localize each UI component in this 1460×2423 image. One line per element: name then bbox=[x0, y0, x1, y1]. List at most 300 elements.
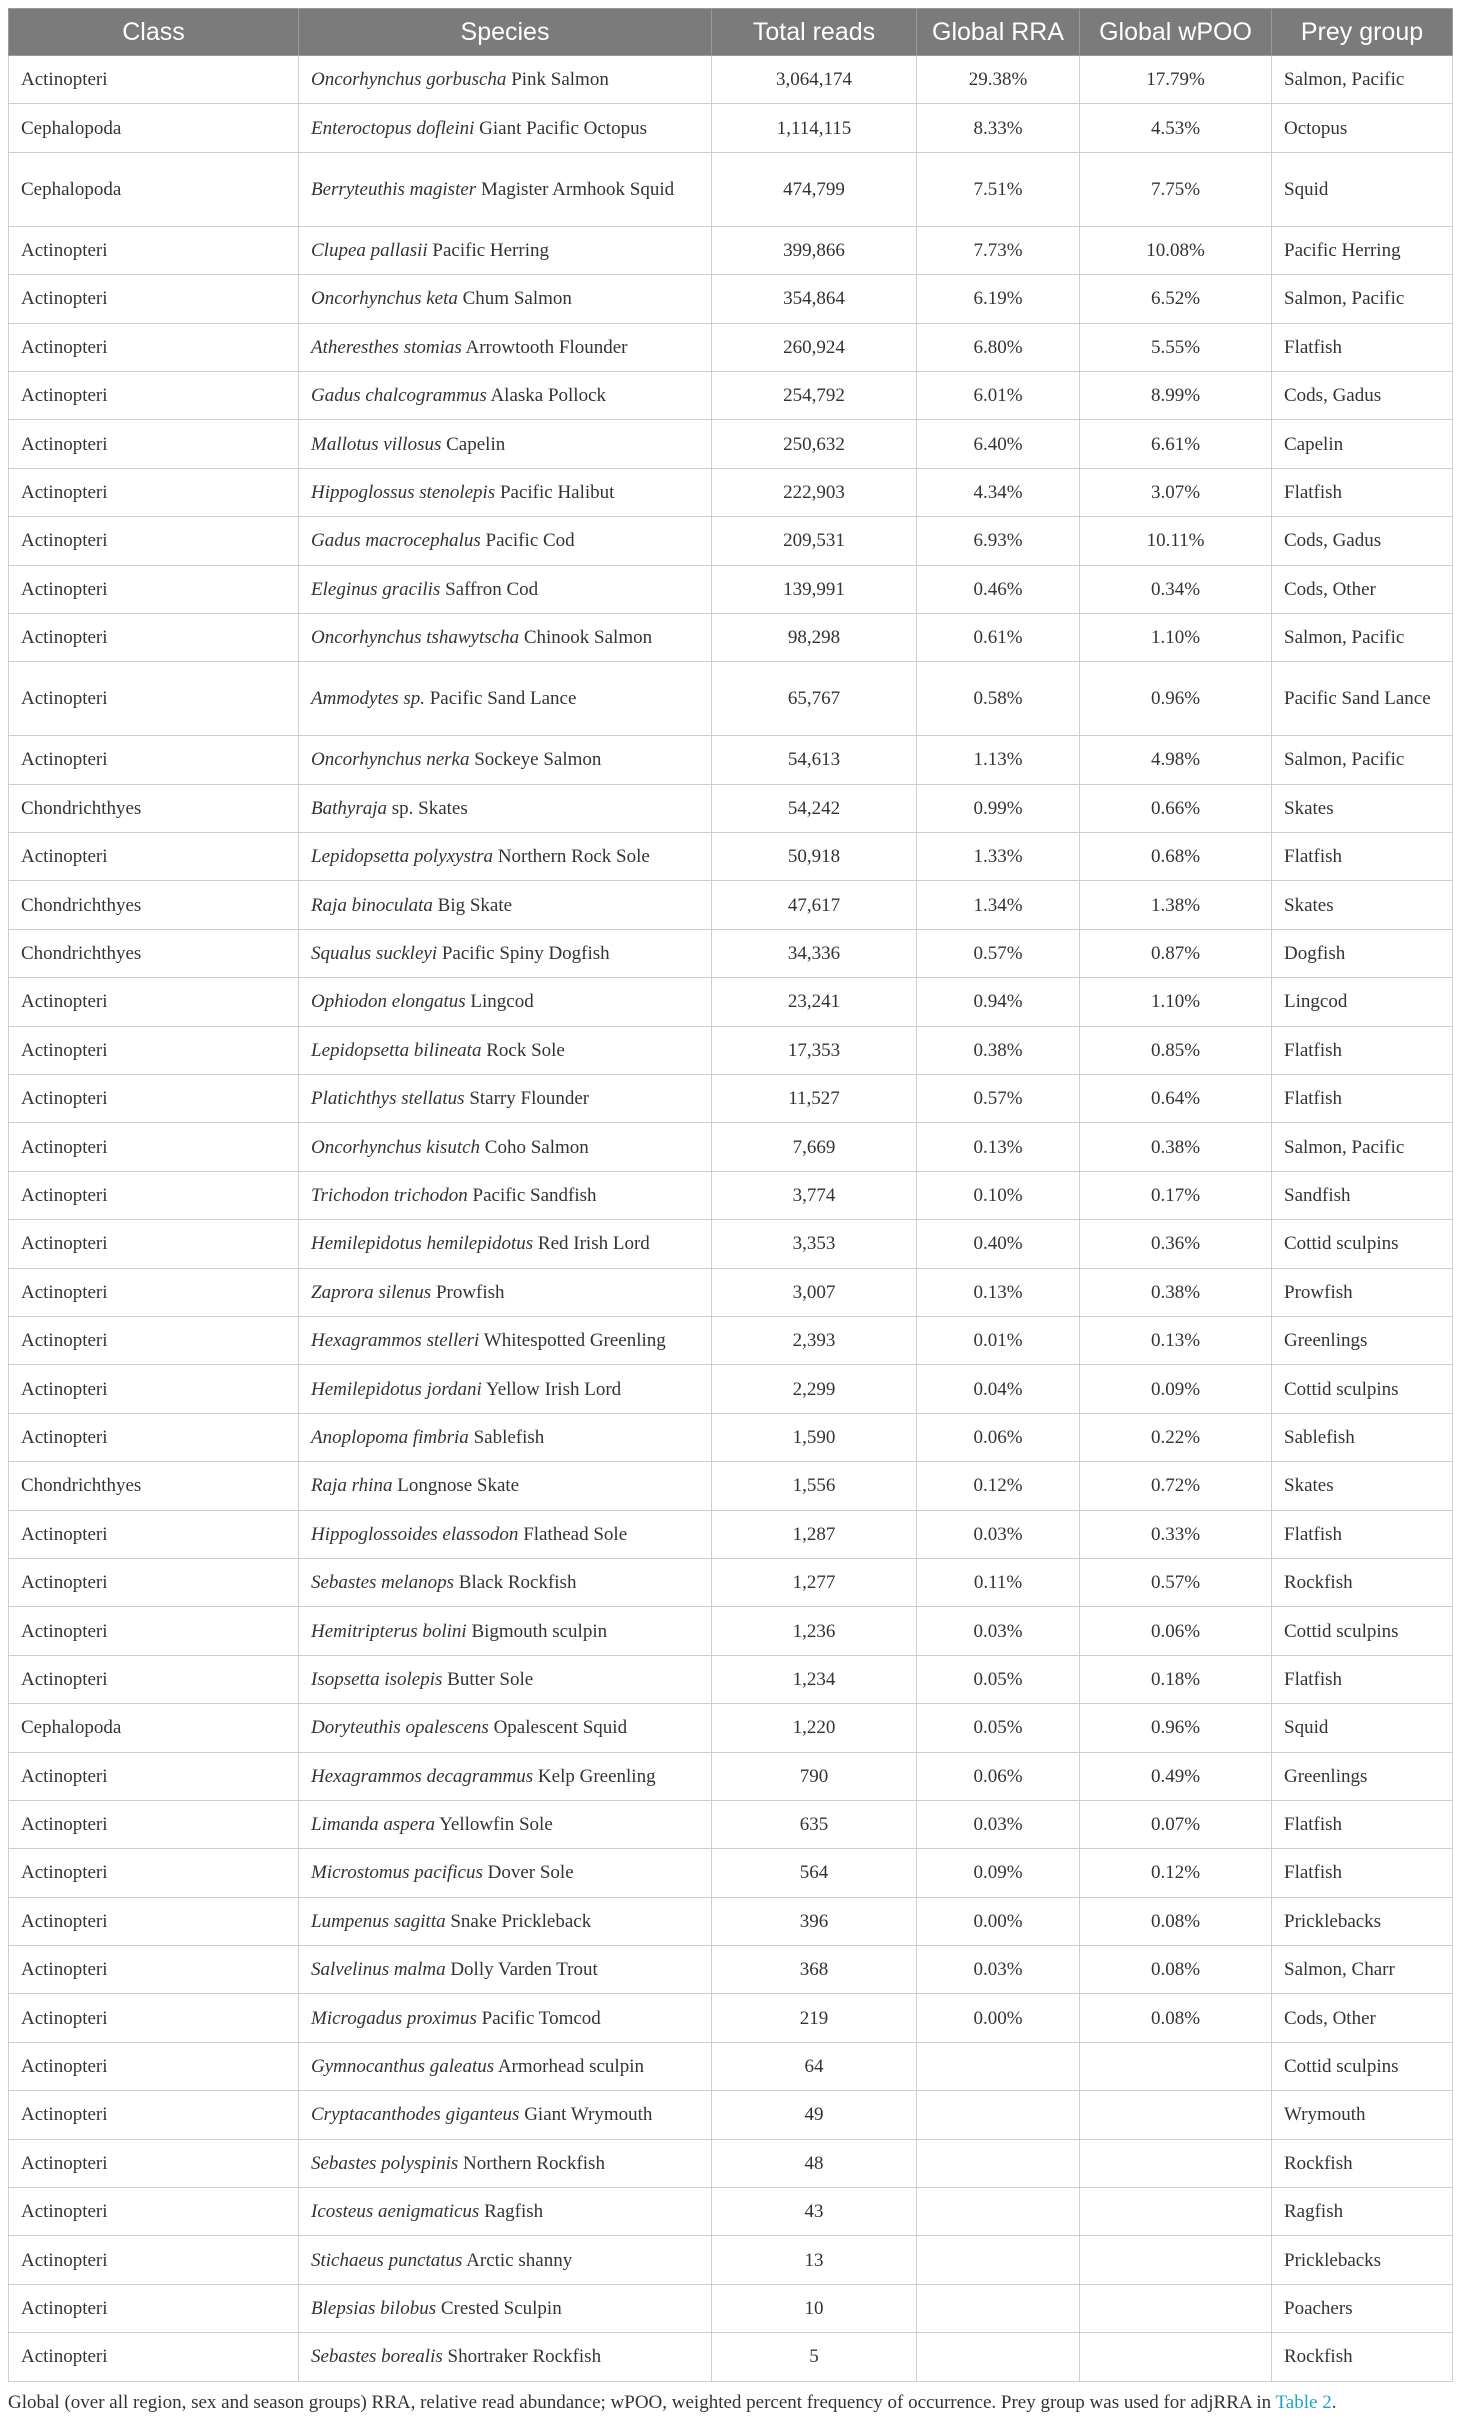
common-name: Snake Prickleback bbox=[450, 1910, 592, 1932]
cell-total-reads: 54,242 bbox=[712, 784, 917, 832]
cell-species bbox=[299, 56, 712, 104]
cell-species bbox=[299, 104, 712, 152]
scientific-name: Berryteuthis magister bbox=[311, 178, 477, 200]
cell-prey-group: Prowfish bbox=[1272, 1268, 1453, 1316]
cell-class: Actinopteri bbox=[9, 1897, 299, 1945]
cell-prey-group: Squid bbox=[1272, 1704, 1453, 1752]
common-name: Coho Salmon bbox=[484, 1136, 589, 1158]
cell-class: Actinopteri bbox=[9, 662, 299, 736]
cell-global-wpoo: 5.55% bbox=[1080, 323, 1272, 371]
header-global-rra: Global RRA bbox=[917, 9, 1080, 56]
table-row bbox=[9, 1558, 1453, 1606]
cell-species bbox=[299, 1849, 712, 1897]
cell-prey-group: Rockfish bbox=[1272, 2139, 1453, 2187]
cell-total-reads: 209,531 bbox=[712, 517, 917, 565]
cell-global-wpoo: 0.85% bbox=[1080, 1026, 1272, 1074]
cell-class: Actinopteri bbox=[9, 1171, 299, 1219]
scientific-name: Blepsias bilobus bbox=[311, 2297, 437, 2319]
cell-total-reads: 354,864 bbox=[712, 275, 917, 323]
cell-class: Actinopteri bbox=[9, 736, 299, 784]
cell-class: Actinopteri bbox=[9, 1123, 299, 1171]
cell-species bbox=[299, 929, 712, 977]
table-row bbox=[9, 1607, 1453, 1655]
cell-total-reads: 48 bbox=[712, 2139, 917, 2187]
table-row bbox=[9, 1268, 1453, 1316]
cell-class: Chondrichthyes bbox=[9, 784, 299, 832]
common-name: Butter Sole bbox=[447, 1668, 534, 1690]
cell-total-reads: 1,590 bbox=[712, 1413, 917, 1461]
scientific-name: Stichaeus punctatus bbox=[311, 2249, 463, 2271]
cell-global-wpoo: 0.96% bbox=[1080, 1704, 1272, 1752]
header-row bbox=[9, 9, 1453, 56]
cell-global-wpoo: 0.34% bbox=[1080, 565, 1272, 613]
cell-prey-group: Octopus bbox=[1272, 104, 1453, 152]
cell-class: Actinopteri bbox=[9, 1558, 299, 1606]
cell-prey-group: Pricklebacks bbox=[1272, 2236, 1453, 2284]
cell-global-wpoo: 7.75% bbox=[1080, 152, 1272, 226]
cell-global-wpoo: 0.38% bbox=[1080, 1268, 1272, 1316]
cell-prey-group: Cods, Other bbox=[1272, 565, 1453, 613]
cell-species bbox=[299, 1462, 712, 1510]
cell-prey-group: Cods, Gadus bbox=[1272, 517, 1453, 565]
cell-prey-group: Rockfish bbox=[1272, 2333, 1453, 2381]
cell-global-wpoo: 0.68% bbox=[1080, 833, 1272, 881]
cell-prey-group: Rockfish bbox=[1272, 1558, 1453, 1606]
scientific-name: Hexagrammos decagrammus bbox=[311, 1765, 534, 1787]
table-row bbox=[9, 784, 1453, 832]
scientific-name: Gadus macrocephalus bbox=[311, 530, 481, 552]
header-species: Species bbox=[299, 9, 712, 56]
cell-class: Actinopteri bbox=[9, 978, 299, 1026]
cell-total-reads: 396 bbox=[712, 1897, 917, 1945]
cell-prey-group: Cods, Gadus bbox=[1272, 371, 1453, 419]
cell-class: Actinopteri bbox=[9, 1026, 299, 1074]
cell-global-rra: 6.19% bbox=[917, 275, 1080, 323]
cell-global-rra: 0.05% bbox=[917, 1655, 1080, 1703]
cell-total-reads: 65,767 bbox=[712, 662, 917, 736]
common-name: Pink Salmon bbox=[511, 69, 609, 91]
cell-global-wpoo: 0.08% bbox=[1080, 1897, 1272, 1945]
cell-class: Cephalopoda bbox=[9, 104, 299, 152]
cell-class: Actinopteri bbox=[9, 2236, 299, 2284]
cell-global-wpoo: 10.08% bbox=[1080, 226, 1272, 274]
cell-prey-group: Salmon, Pacific bbox=[1272, 736, 1453, 784]
cell-global-rra: 0.11% bbox=[917, 1558, 1080, 1606]
common-name: Sockeye Salmon bbox=[474, 749, 602, 771]
cell-prey-group: Pacific Herring bbox=[1272, 226, 1453, 274]
cell-species bbox=[299, 2139, 712, 2187]
cell-class: Actinopteri bbox=[9, 323, 299, 371]
cell-prey-group: Flatfish bbox=[1272, 468, 1453, 516]
cell-global-rra: 1.34% bbox=[917, 881, 1080, 929]
cell-class: Cephalopoda bbox=[9, 152, 299, 226]
scientific-name: Hexagrammos stelleri bbox=[311, 1330, 480, 1352]
table-row bbox=[9, 881, 1453, 929]
cell-prey-group: Skates bbox=[1272, 784, 1453, 832]
cell-global-rra: 0.10% bbox=[917, 1171, 1080, 1219]
cell-species bbox=[299, 833, 712, 881]
cell-global-wpoo: 1.10% bbox=[1080, 613, 1272, 661]
cell-global-rra: 0.58% bbox=[917, 662, 1080, 736]
common-name: Opalescent Squid bbox=[493, 1717, 628, 1739]
table-row bbox=[9, 56, 1453, 104]
cell-species bbox=[299, 275, 712, 323]
cell-species bbox=[299, 2333, 712, 2381]
table-row bbox=[9, 1413, 1453, 1461]
cell-species bbox=[299, 613, 712, 661]
cell-global-rra: 0.13% bbox=[917, 1268, 1080, 1316]
scientific-name: Hemilepidotus hemilepidotus bbox=[311, 1233, 534, 1255]
common-name: Pacific Tomcod bbox=[481, 2007, 601, 2029]
scientific-name: Icosteus aenigmaticus bbox=[311, 2201, 480, 2223]
cell-total-reads: 3,774 bbox=[712, 1171, 917, 1219]
cell-global-rra: 0.61% bbox=[917, 613, 1080, 661]
common-name: sp. Skates bbox=[391, 797, 468, 819]
cell-class: Actinopteri bbox=[9, 565, 299, 613]
common-name: Yellowfin Sole bbox=[439, 1814, 553, 1836]
cell-species bbox=[299, 565, 712, 613]
cell-species bbox=[299, 2284, 712, 2332]
scientific-name: Lumpenus sagitta bbox=[311, 1910, 446, 1932]
cell-global-wpoo: 0.64% bbox=[1080, 1075, 1272, 1123]
cell-global-wpoo: 0.49% bbox=[1080, 1752, 1272, 1800]
table-2-link[interactable]: Table 2 bbox=[1275, 2392, 1332, 2413]
cell-prey-group: Flatfish bbox=[1272, 1510, 1453, 1558]
cell-prey-group: Poachers bbox=[1272, 2284, 1453, 2332]
cell-species bbox=[299, 1946, 712, 1994]
cell-global-rra: 0.05% bbox=[917, 1704, 1080, 1752]
cell-species bbox=[299, 1026, 712, 1074]
table-row bbox=[9, 2284, 1453, 2332]
table-row bbox=[9, 1220, 1453, 1268]
cell-prey-group: Dogfish bbox=[1272, 929, 1453, 977]
cell-global-wpoo: 0.57% bbox=[1080, 1558, 1272, 1606]
cell-prey-group: Greenlings bbox=[1272, 1316, 1453, 1364]
table-row bbox=[9, 613, 1453, 661]
cell-species bbox=[299, 2042, 712, 2090]
cell-global-wpoo bbox=[1080, 2042, 1272, 2090]
table-row bbox=[9, 2236, 1453, 2284]
common-name: Northern Rockfish bbox=[463, 2152, 605, 2174]
table-row bbox=[9, 1123, 1453, 1171]
cell-global-rra bbox=[917, 2139, 1080, 2187]
cell-species bbox=[299, 2236, 712, 2284]
table-row bbox=[9, 226, 1453, 274]
scientific-name: Sebastes polyspinis bbox=[311, 2152, 459, 2174]
table-row bbox=[9, 1800, 1453, 1848]
cell-total-reads: 1,277 bbox=[712, 1558, 917, 1606]
cell-global-wpoo: 0.87% bbox=[1080, 929, 1272, 977]
common-name: Bigmouth sculpin bbox=[471, 1620, 608, 1642]
cell-global-wpoo: 0.96% bbox=[1080, 662, 1272, 736]
cell-global-wpoo: 3.07% bbox=[1080, 468, 1272, 516]
header-total-reads: Total reads bbox=[712, 9, 917, 56]
cell-species bbox=[299, 517, 712, 565]
cell-total-reads: 250,632 bbox=[712, 420, 917, 468]
cell-class: Actinopteri bbox=[9, 833, 299, 881]
cell-species bbox=[299, 468, 712, 516]
cell-total-reads: 139,991 bbox=[712, 565, 917, 613]
cell-global-rra bbox=[917, 2284, 1080, 2332]
cell-class: Chondrichthyes bbox=[9, 1462, 299, 1510]
cell-prey-group: Flatfish bbox=[1272, 1026, 1453, 1074]
cell-global-wpoo: 0.72% bbox=[1080, 1462, 1272, 1510]
table-row bbox=[9, 468, 1453, 516]
cell-global-wpoo: 0.17% bbox=[1080, 1171, 1272, 1219]
cell-prey-group: Cottid sculpins bbox=[1272, 1220, 1453, 1268]
cell-class: Actinopteri bbox=[9, 1655, 299, 1703]
cell-total-reads: 1,234 bbox=[712, 1655, 917, 1703]
cell-total-reads: 1,287 bbox=[712, 1510, 917, 1558]
cell-total-reads: 2,393 bbox=[712, 1316, 917, 1364]
cell-total-reads: 64 bbox=[712, 2042, 917, 2090]
cell-prey-group: Capelin bbox=[1272, 420, 1453, 468]
cell-total-reads: 3,007 bbox=[712, 1268, 917, 1316]
cell-global-wpoo bbox=[1080, 2333, 1272, 2381]
cell-prey-group: Sablefish bbox=[1272, 1413, 1453, 1461]
table-row bbox=[9, 275, 1453, 323]
scientific-name: Anoplopoma fimbria bbox=[311, 1426, 469, 1448]
cell-class: Actinopteri bbox=[9, 2333, 299, 2381]
cell-global-rra: 6.01% bbox=[917, 371, 1080, 419]
cell-class: Actinopteri bbox=[9, 1316, 299, 1364]
cell-class: Actinopteri bbox=[9, 1849, 299, 1897]
cell-class: Actinopteri bbox=[9, 420, 299, 468]
common-name: Flathead Sole bbox=[523, 1523, 628, 1545]
cell-total-reads: 1,236 bbox=[712, 1607, 917, 1655]
table-row bbox=[9, 1171, 1453, 1219]
common-name: Arrowtooth Flounder bbox=[465, 336, 628, 358]
cell-species bbox=[299, 1510, 712, 1558]
scientific-name: Gymnocanthus galeatus bbox=[311, 2056, 495, 2078]
common-name: Kelp Greenling bbox=[537, 1765, 656, 1787]
cell-species bbox=[299, 1752, 712, 1800]
common-name: Shortraker Rockfish bbox=[447, 2346, 602, 2368]
cell-global-wpoo: 0.38% bbox=[1080, 1123, 1272, 1171]
scientific-name: Clupea pallasii bbox=[311, 239, 428, 261]
cell-global-wpoo bbox=[1080, 2139, 1272, 2187]
cell-species bbox=[299, 662, 712, 736]
cell-prey-group: Wrymouth bbox=[1272, 2091, 1453, 2139]
table-row bbox=[9, 2333, 1453, 2381]
cell-species bbox=[299, 736, 712, 784]
scientific-name: Oncorhynchus kisutch bbox=[311, 1136, 481, 1158]
cell-class: Actinopteri bbox=[9, 1800, 299, 1848]
cell-class: Actinopteri bbox=[9, 1268, 299, 1316]
caption-end: . bbox=[1331, 2392, 1337, 2413]
scientific-name: Gadus chalcogrammus bbox=[311, 385, 487, 407]
scientific-name: Doryteuthis opalescens bbox=[311, 1717, 489, 1739]
cell-species bbox=[299, 1558, 712, 1606]
cell-prey-group: Salmon, Pacific bbox=[1272, 1123, 1453, 1171]
cell-class: Actinopteri bbox=[9, 2091, 299, 2139]
cell-class: Actinopteri bbox=[9, 1994, 299, 2042]
scientific-name: Limanda aspera bbox=[311, 1814, 436, 1836]
cell-global-wpoo bbox=[1080, 2091, 1272, 2139]
cell-species bbox=[299, 323, 712, 371]
cell-species bbox=[299, 1655, 712, 1703]
cell-prey-group: Squid bbox=[1272, 152, 1453, 226]
table-row bbox=[9, 371, 1453, 419]
table-row bbox=[9, 1655, 1453, 1703]
cell-species bbox=[299, 2091, 712, 2139]
cell-global-wpoo: 1.38% bbox=[1080, 881, 1272, 929]
cell-global-wpoo: 0.06% bbox=[1080, 1607, 1272, 1655]
cell-global-rra bbox=[917, 2091, 1080, 2139]
common-name: Northern Rock Sole bbox=[497, 846, 650, 868]
common-name: Prowfish bbox=[435, 1281, 505, 1303]
scientific-name: Trichodon trichodon bbox=[311, 1185, 468, 1206]
cell-total-reads: 11,527 bbox=[712, 1075, 917, 1123]
cell-species bbox=[299, 1800, 712, 1848]
common-name: Pacific Cod bbox=[485, 530, 575, 552]
cell-total-reads: 1,556 bbox=[712, 1462, 917, 1510]
cell-global-wpoo: 10.11% bbox=[1080, 517, 1272, 565]
cell-global-rra: 0.09% bbox=[917, 1849, 1080, 1897]
common-name: Pacific Sand Lance bbox=[429, 688, 577, 710]
cell-total-reads: 49 bbox=[712, 2091, 917, 2139]
cell-prey-group: Cods, Other bbox=[1272, 1994, 1453, 2042]
cell-global-rra: 0.06% bbox=[917, 1752, 1080, 1800]
common-name: Longnose Skate bbox=[397, 1475, 520, 1497]
table-row bbox=[9, 152, 1453, 226]
cell-species bbox=[299, 784, 712, 832]
header-class: Class bbox=[9, 9, 299, 56]
common-name: Armorhead sculpin bbox=[497, 2056, 644, 2078]
cell-species bbox=[299, 1075, 712, 1123]
cell-prey-group: Greenlings bbox=[1272, 1752, 1453, 1800]
cell-prey-group: Ragfish bbox=[1272, 2188, 1453, 2236]
cell-prey-group: Salmon, Pacific bbox=[1272, 56, 1453, 104]
table-caption bbox=[8, 2392, 1336, 2414]
header-global-wpoo: Global wPOO bbox=[1080, 9, 1272, 56]
cell-global-wpoo bbox=[1080, 2236, 1272, 2284]
cell-global-wpoo: 0.09% bbox=[1080, 1365, 1272, 1413]
cell-prey-group: Skates bbox=[1272, 1462, 1453, 1510]
table-row bbox=[9, 833, 1453, 881]
scientific-name: Eleginus gracilis bbox=[311, 578, 441, 600]
cell-global-rra bbox=[917, 2333, 1080, 2381]
scientific-name: Oncorhynchus keta bbox=[311, 288, 458, 310]
cell-global-rra: 0.99% bbox=[917, 784, 1080, 832]
cell-global-rra: 0.13% bbox=[917, 1123, 1080, 1171]
table-row bbox=[9, 929, 1453, 977]
common-name: Ragfish bbox=[484, 2201, 544, 2223]
cell-global-rra: 7.73% bbox=[917, 226, 1080, 274]
table-row bbox=[9, 662, 1453, 736]
cell-class: Actinopteri bbox=[9, 1946, 299, 1994]
common-name: Sablefish bbox=[473, 1426, 545, 1448]
cell-class: Actinopteri bbox=[9, 275, 299, 323]
cell-global-wpoo: 0.18% bbox=[1080, 1655, 1272, 1703]
cell-global-rra: 0.12% bbox=[917, 1462, 1080, 1510]
cell-global-wpoo: 0.33% bbox=[1080, 1510, 1272, 1558]
table-row bbox=[9, 2188, 1453, 2236]
cell-global-wpoo: 4.53% bbox=[1080, 104, 1272, 152]
cell-class: Actinopteri bbox=[9, 56, 299, 104]
cell-total-reads: 34,336 bbox=[712, 929, 917, 977]
cell-prey-group: Flatfish bbox=[1272, 1075, 1453, 1123]
cell-global-wpoo: 6.61% bbox=[1080, 420, 1272, 468]
cell-global-wpoo: 0.36% bbox=[1080, 1220, 1272, 1268]
cell-species bbox=[299, 1220, 712, 1268]
scientific-name: Lepidopsetta bilineata bbox=[311, 1039, 482, 1061]
common-name: Arctic shanny bbox=[466, 2249, 573, 2271]
scientific-name: Sebastes melanops bbox=[311, 1572, 455, 1594]
scientific-name: Squalus suckleyi bbox=[311, 943, 438, 965]
cell-total-reads: 13 bbox=[712, 2236, 917, 2284]
cell-total-reads: 260,924 bbox=[712, 323, 917, 371]
cell-class: Actinopteri bbox=[9, 468, 299, 516]
cell-global-wpoo bbox=[1080, 2188, 1272, 2236]
cell-global-rra: 0.40% bbox=[917, 1220, 1080, 1268]
cell-prey-group: Cottid sculpins bbox=[1272, 1365, 1453, 1413]
cell-total-reads: 2,299 bbox=[712, 1365, 917, 1413]
cell-global-rra: 7.51% bbox=[917, 152, 1080, 226]
cell-class: Actinopteri bbox=[9, 226, 299, 274]
scientific-name: Hippoglossus stenolepis bbox=[311, 481, 496, 503]
scientific-name: Ophiodon elongatus bbox=[311, 991, 466, 1013]
scientific-name: Microstomus pacificus bbox=[311, 1862, 483, 1884]
cell-total-reads: 1,220 bbox=[712, 1704, 917, 1752]
cell-prey-group: Pricklebacks bbox=[1272, 1897, 1453, 1945]
table-row bbox=[9, 517, 1453, 565]
scientific-name: Microgadus proximus bbox=[311, 2007, 477, 2029]
cell-total-reads: 368 bbox=[712, 1946, 917, 1994]
cell-prey-group: Flatfish bbox=[1272, 1800, 1453, 1848]
cell-species bbox=[299, 1171, 712, 1219]
cell-species bbox=[299, 1316, 712, 1364]
table-row bbox=[9, 1849, 1453, 1897]
cell-prey-group: Cottid sculpins bbox=[1272, 2042, 1453, 2090]
scientific-name: Raja rhina bbox=[311, 1475, 393, 1497]
cell-species bbox=[299, 1365, 712, 1413]
table-row bbox=[9, 736, 1453, 784]
cell-species bbox=[299, 1704, 712, 1752]
table-row bbox=[9, 1897, 1453, 1945]
common-name: Pacific Sandfish bbox=[472, 1185, 597, 1206]
cell-total-reads: 98,298 bbox=[712, 613, 917, 661]
scientific-name: Mallotus villosus bbox=[311, 433, 442, 455]
common-name: Saffron Cod bbox=[445, 578, 539, 600]
table-row bbox=[9, 1462, 1453, 1510]
table-row bbox=[9, 1026, 1453, 1074]
cell-prey-group: Flatfish bbox=[1272, 323, 1453, 371]
table-row bbox=[9, 1994, 1453, 2042]
caption-text: Global (over all region, sex and season groups) RRA, relative read abundance; wPOO, weighted percent frequency of occurrence. Prey group was used for adjRRA in bbox=[8, 2392, 1276, 2413]
cell-species bbox=[299, 1607, 712, 1655]
cell-species bbox=[299, 881, 712, 929]
cell-total-reads: 219 bbox=[712, 1994, 917, 2042]
table-row bbox=[9, 1704, 1453, 1752]
cell-total-reads: 5 bbox=[712, 2333, 917, 2381]
cell-global-rra: 0.00% bbox=[917, 1994, 1080, 2042]
cell-species bbox=[299, 978, 712, 1026]
common-name: Red Irish Lord bbox=[537, 1233, 650, 1255]
common-name: Rock Sole bbox=[486, 1039, 565, 1061]
cell-total-reads: 3,064,174 bbox=[712, 56, 917, 104]
table-row bbox=[9, 1316, 1453, 1364]
cell-global-wpoo: 0.08% bbox=[1080, 1994, 1272, 2042]
common-name: Starry Flounder bbox=[469, 1088, 590, 1110]
cell-global-rra: 4.34% bbox=[917, 468, 1080, 516]
cell-global-rra: 0.46% bbox=[917, 565, 1080, 613]
cell-global-rra: 0.94% bbox=[917, 978, 1080, 1026]
cell-species bbox=[299, 1994, 712, 2042]
scientific-name: Zaprora silenus bbox=[311, 1281, 432, 1303]
cell-total-reads: 43 bbox=[712, 2188, 917, 2236]
table-row bbox=[9, 1510, 1453, 1558]
